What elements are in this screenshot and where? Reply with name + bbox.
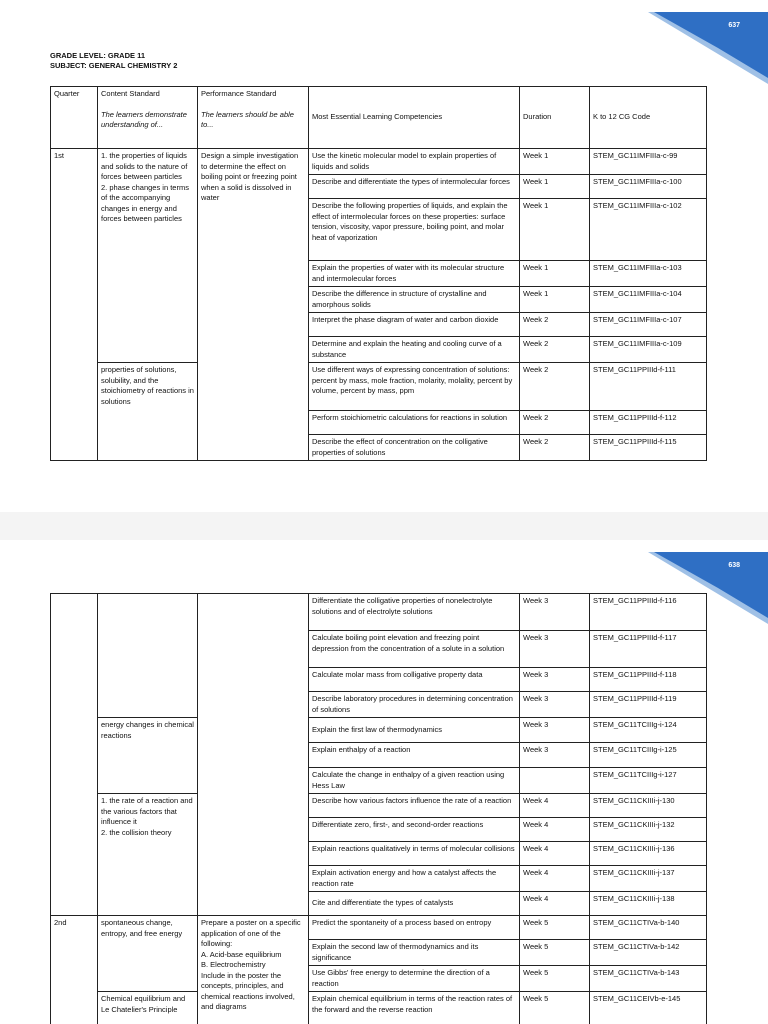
performance-standard-cell: Prepare a poster on a specific application of one of the following: A. Acid-base equilibrium B. Electrochemistry Include in the poster the concepts, principles, and chemical reactions involved, and diagrams xyxy=(198,916,309,1024)
grade-level: GRADE LEVEL: GRADE 11 xyxy=(50,51,146,60)
code-cell: STEM_GC11PPIIId-f-112 xyxy=(590,411,707,435)
code-cell: STEM_GC11IMFIIIa-c-104 xyxy=(590,287,707,313)
competency-cell: Explain chemical equilibrium in terms of the reaction rates of the forward and the reverse reaction xyxy=(309,992,520,1024)
duration-cell: Week 1 xyxy=(520,149,590,175)
table-row xyxy=(51,718,707,743)
content-standard-cell: properties of solutions, solubility, and the stoichiometry of reactions in solutions xyxy=(98,363,198,461)
duration-cell: Week 5 xyxy=(520,940,590,966)
duration-cell: Week 1 xyxy=(520,175,590,199)
subject: SUBJECT: GENERAL CHEMISTRY 2 xyxy=(50,61,178,70)
quarter-cell: 1st xyxy=(51,149,98,461)
competency-cell: Perform stoichiometric calculations for reactions in solution xyxy=(309,411,520,435)
duration-cell: Week 1 xyxy=(520,287,590,313)
competency-cell: Explain activation energy and how a catalyst affects the reaction rate xyxy=(309,866,520,892)
competency-cell: Use the kinetic molecular model to explain properties of liquids and solids xyxy=(309,149,520,175)
code-cell: STEM_GC11CTIVa-b-142 xyxy=(590,940,707,966)
table-header-row xyxy=(51,87,707,149)
competency-cell: Describe laboratory procedures in determining concentration of solutions xyxy=(309,692,520,718)
competency-cell: Describe and differentiate the types of intermolecular forces xyxy=(309,175,520,199)
duration-cell: Week 3 xyxy=(520,594,590,631)
code-cell: STEM_GC11TCIIIg-i-124 xyxy=(590,718,707,743)
duration-cell: Week 4 xyxy=(520,818,590,842)
competency-cell: Calculate boiling point elevation and freezing point depression from the concentration of a solute in a solution xyxy=(309,631,520,668)
code-cell: STEM_GC11IMFIIIa-c-102 xyxy=(590,199,707,261)
duration-cell: Week 3 xyxy=(520,668,590,692)
code-cell: STEM_GC11IMFIIIa-c-103 xyxy=(590,261,707,287)
code-cell: STEM_GC11PPIIId-f-111 xyxy=(590,363,707,411)
duration-cell: Week 4 xyxy=(520,794,590,818)
code-cell: STEM_GC11PPIIId-f-118 xyxy=(590,668,707,692)
duration-cell: Week 2 xyxy=(520,435,590,461)
code-cell: STEM_GC11IMFIIIa-c-100 xyxy=(590,175,707,199)
code-cell: STEM_GC11CTIVa-b-140 xyxy=(590,916,707,940)
content-standard-cell: energy changes in chemical reactions xyxy=(98,718,198,794)
code-cell: STEM_GC11CTIVa-b-143 xyxy=(590,966,707,992)
page-number: 638 xyxy=(728,562,740,569)
duration-cell: Week 3 xyxy=(520,692,590,718)
curriculum-table xyxy=(50,86,707,461)
header-performance-standard-note: The learners should be able to... xyxy=(201,109,294,129)
competency-cell: Explain the properties of water with its molecular structure and intermolecular forces xyxy=(309,261,520,287)
code-cell: STEM_GC11CKIIIi-j-130 xyxy=(590,794,707,818)
document-header xyxy=(50,51,177,71)
header-performance-standard-label: Performance Standard xyxy=(201,89,277,98)
competency-cell: Calculate the change in enthalpy of a given reaction using Hess Law xyxy=(309,768,520,794)
header-duration: Duration xyxy=(520,87,590,149)
content-standard-cell: 1. the rate of a reaction and the various factors that influence it 2. the collision theory xyxy=(98,794,198,916)
code-cell: STEM_GC11IMFIIIa-c-99 xyxy=(590,149,707,175)
header-competencies: Most Essential Learning Competencies xyxy=(309,87,520,149)
code-cell: STEM_GC11CKIIIi-j-137 xyxy=(590,866,707,892)
competency-cell: Calculate molar mass from colligative property data xyxy=(309,668,520,692)
header-code: K to 12 CG Code xyxy=(590,87,707,149)
curriculum-table-continued xyxy=(50,593,707,1024)
duration-cell: Week 4 xyxy=(520,842,590,866)
duration-cell: Week 3 xyxy=(520,718,590,743)
code-cell: STEM_GC11CKIIIi-j-136 xyxy=(590,842,707,866)
page-number: 637 xyxy=(728,22,740,29)
header-content-standard-label: Content Standard xyxy=(101,89,160,98)
duration-cell xyxy=(520,768,590,794)
duration-cell: Week 5 xyxy=(520,966,590,992)
content-standard-cell: spontaneous change, entropy, and free energy xyxy=(98,916,198,992)
corner-decoration-icon xyxy=(648,12,768,92)
duration-cell: Week 2 xyxy=(520,313,590,337)
duration-cell: Week 2 xyxy=(520,411,590,435)
competency-cell: Cite and differentiate the types of catalysts xyxy=(309,892,520,916)
competency-cell: Describe the difference in structure of crystalline and amorphous solids xyxy=(309,287,520,313)
page-gap xyxy=(0,512,768,540)
competency-cell: Differentiate the colligative properties of nonelectrolyte solutions and of electrolyte solutions xyxy=(309,594,520,631)
code-cell: STEM_GC11CEIVb-e-145 xyxy=(590,992,707,1024)
performance-standard-cell xyxy=(198,594,309,916)
duration-cell: Week 5 xyxy=(520,992,590,1024)
duration-cell: Week 1 xyxy=(520,199,590,261)
code-cell: STEM_GC11TCIIIg-i-127 xyxy=(590,768,707,794)
competency-cell: Predict the spontaneity of a process based on entropy xyxy=(309,916,520,940)
competency-cell: Describe the following properties of liquids, and explain the effect of intermolecular forces on these properties: surface tension, viscosity, vapor pressure, boiling point, and molar heat of vaporization xyxy=(309,199,520,261)
table-row xyxy=(51,992,707,1024)
content-standard-cell xyxy=(98,594,198,718)
duration-cell: Week 3 xyxy=(520,743,590,768)
competency-cell: Use different ways of expressing concentration of solutions: percent by mass, mole fraction, molarity, molality, percent by volume, percent by mass, ppm xyxy=(309,363,520,411)
code-cell: STEM_GC11IMFIIIa-c-107 xyxy=(590,313,707,337)
table-row xyxy=(51,594,707,631)
table-row xyxy=(51,363,707,411)
competency-cell: Differentiate zero, first-, and second-order reactions xyxy=(309,818,520,842)
header-content-standard xyxy=(98,87,198,149)
competency-cell: Explain reactions qualitatively in terms of molecular collisions xyxy=(309,842,520,866)
code-cell: STEM_GC11PPIIId-f-119 xyxy=(590,692,707,718)
header-content-standard-note: The learners demonstrate understanding of... xyxy=(101,109,187,129)
duration-cell: Week 2 xyxy=(520,337,590,363)
code-cell: STEM_GC11PPIIId-f-117 xyxy=(590,631,707,668)
content-standard-cell: Chemical equilibrium and Le Chatelier's Principle xyxy=(98,992,198,1024)
duration-cell: Week 1 xyxy=(520,261,590,287)
header-quarter: Quarter xyxy=(51,87,98,149)
table-row xyxy=(51,916,707,940)
code-cell: STEM_GC11IMFIIIa-c-109 xyxy=(590,337,707,363)
competency-cell: Use Gibbs' free energy to determine the direction of a reaction xyxy=(309,966,520,992)
performance-standard-cell: Design a simple investigation to determine the effect on boiling point or freezing point when a solid is dissolved in water xyxy=(198,149,309,461)
duration-cell: Week 3 xyxy=(520,631,590,668)
table-row xyxy=(51,149,707,175)
duration-cell: Week 2 xyxy=(520,363,590,411)
competency-cell: Describe how various factors influence the rate of a reaction xyxy=(309,794,520,818)
code-cell: STEM_GC11PPIIId-f-115 xyxy=(590,435,707,461)
duration-cell: Week 5 xyxy=(520,916,590,940)
duration-cell: Week 4 xyxy=(520,866,590,892)
table-row xyxy=(51,794,707,818)
duration-cell: Week 4 xyxy=(520,892,590,916)
competency-cell: Describe the effect of concentration on the colligative properties of solutions xyxy=(309,435,520,461)
competency-cell: Explain enthalpy of a reaction xyxy=(309,743,520,768)
competency-cell: Determine and explain the heating and cooling curve of a substance xyxy=(309,337,520,363)
code-cell: STEM_GC11CKIIIi-j-138 xyxy=(590,892,707,916)
code-cell: STEM_GC11TCIIIg-i-125 xyxy=(590,743,707,768)
competency-cell: Explain the first law of thermodynamics xyxy=(309,718,520,743)
competency-cell: Explain the second law of thermodynamics and its significance xyxy=(309,940,520,966)
header-performance-standard xyxy=(198,87,309,149)
content-standard-cell: 1. the properties of liquids and solids to the nature of forces between particles 2. phase changes in terms of the accompanying changes in energy and forces between particles xyxy=(98,149,198,363)
quarter-cell xyxy=(51,594,98,916)
quarter-cell: 2nd xyxy=(51,916,98,1024)
code-cell: STEM_GC11PPIIId-f-116 xyxy=(590,594,707,631)
competency-cell: Interpret the phase diagram of water and carbon dioxide xyxy=(309,313,520,337)
code-cell: STEM_GC11CKIIIi-j-132 xyxy=(590,818,707,842)
